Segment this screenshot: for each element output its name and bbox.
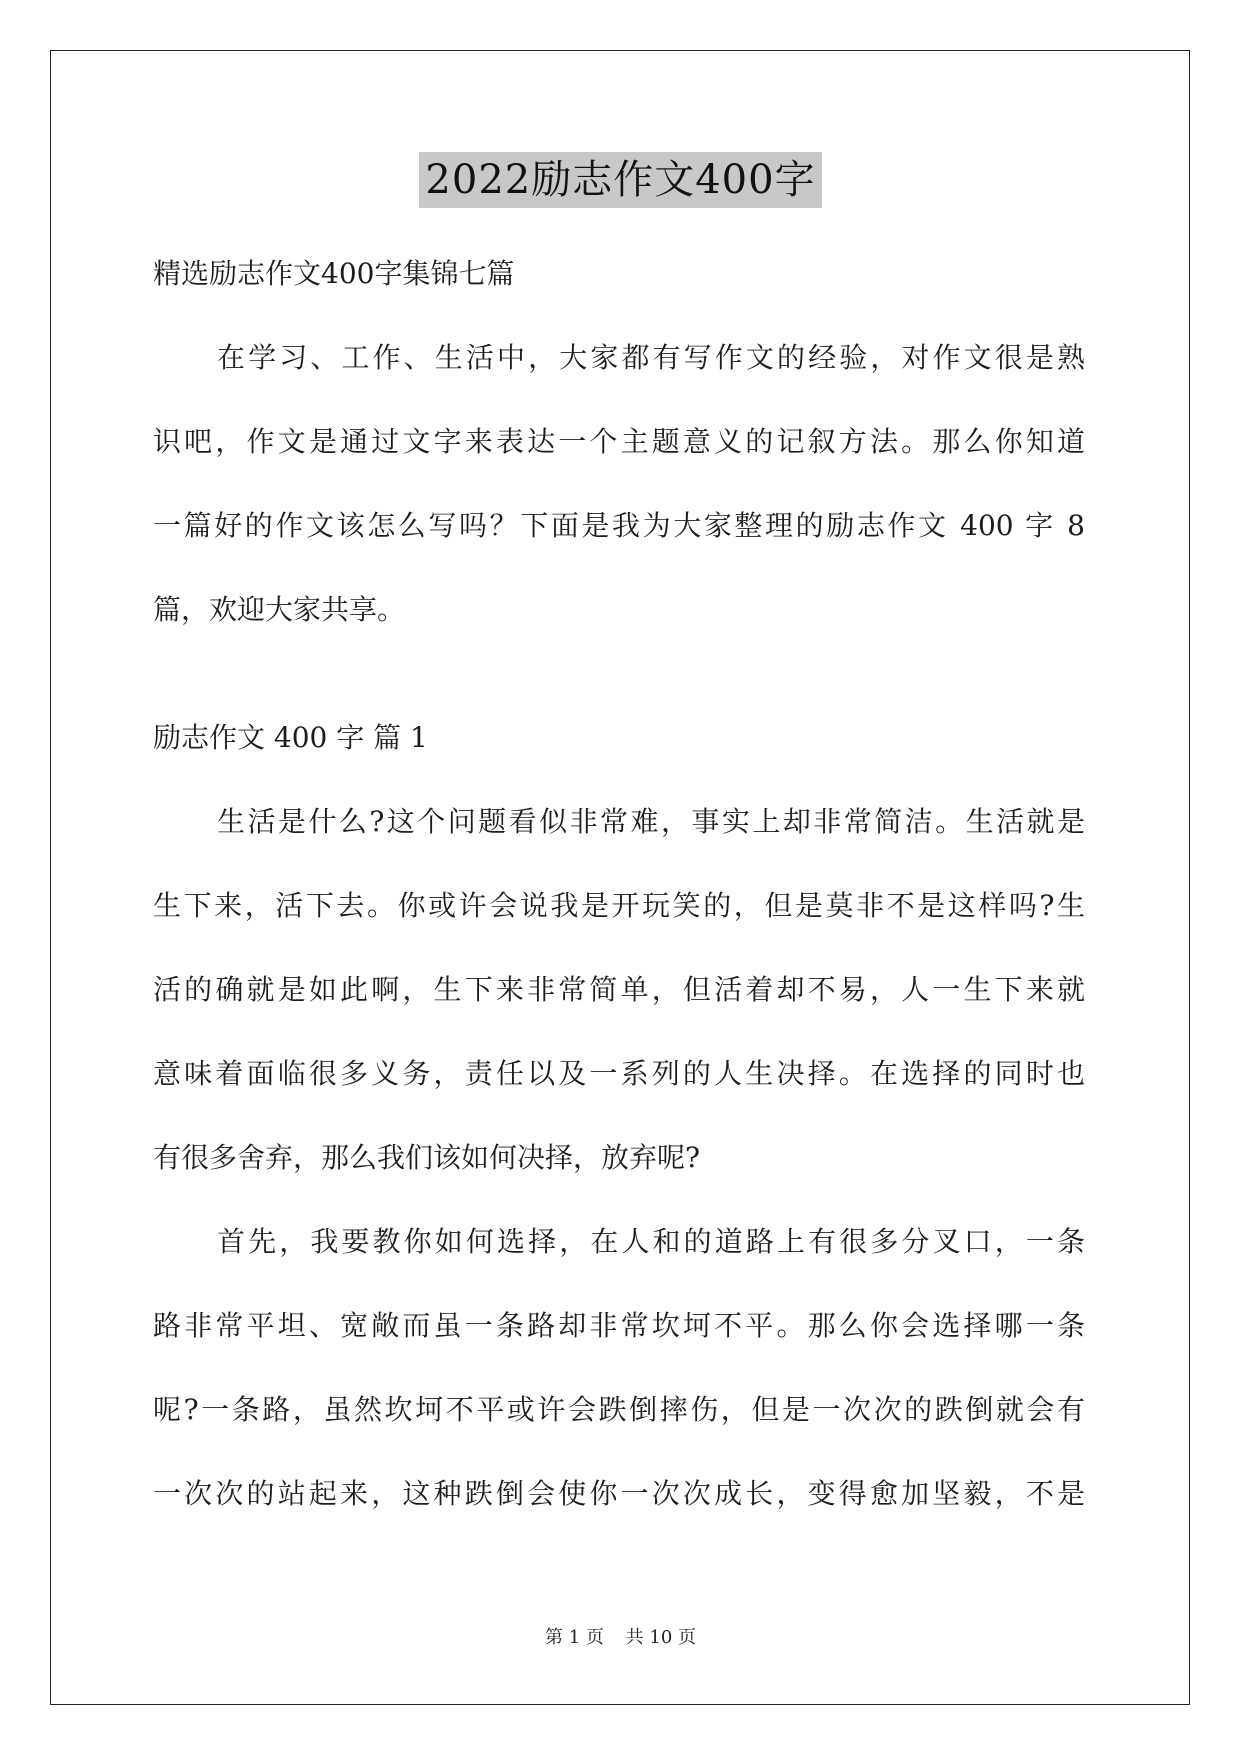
document-title: 2022励志作文400字 <box>419 152 821 208</box>
section-spacer <box>153 652 1085 696</box>
section-heading: 励志作文 400 字 篇 1 <box>153 721 428 754</box>
paragraph-line: 呢?一条路，虽然坎坷不平或许会跌倒摔伤，但是一次次的跌倒就会有 <box>153 1393 1085 1426</box>
intro-line: 识吧，作文是通过文字来表达一个主题意义的记叙方法。那么你知道 <box>153 425 1085 458</box>
paragraph-line: 生活是什么?这个问题看似非常难，事实上却非常简洁。生活就是 <box>217 805 1085 838</box>
paragraph-line: 活的确就是如此啊，生下来非常简单，但活着却不易，人一生下来就 <box>153 973 1085 1006</box>
paragraph-line: 生下来，活下去。你或许会说我是开玩笑的，但是莫非不是这样吗?生 <box>153 889 1085 922</box>
title-container <box>0 152 1241 208</box>
paragraph-line: 首先，我要教你如何选择，在人和的道路上有很多分叉口，一条 <box>217 1225 1085 1258</box>
page-total: 共 10 页 <box>625 1627 696 1648</box>
document-subtitle: 精选励志作文400字集锦七篇 <box>153 257 515 290</box>
paragraph-line: 意味着面临很多义务，责任以及一系列的人生决择。在选择的同时也 <box>153 1057 1085 1090</box>
page-number: 第 1 页 <box>545 1627 604 1648</box>
paragraph-line: 路非常平坦、宽敞而虽一条路却非常坎坷不平。那么你会选择哪一条 <box>153 1309 1085 1342</box>
intro-line: 在学习、工作、生活中，大家都有写作文的经验，对作文很是熟 <box>217 341 1085 374</box>
document-body <box>153 232 1085 1536</box>
paragraph-line: 有很多舍弃，那么我们该如何决择，放弃呢? <box>153 1141 701 1174</box>
paragraph-line: 一次次的站起来，这种跌倒会使你一次次成长，变得愈加坚毅，不是 <box>153 1477 1085 1510</box>
intro-line: 一篇好的作文该怎么写吗？下面是我为大家整理的励志作文 400 字 8 <box>153 509 1085 542</box>
intro-line: 篇，欢迎大家共享。 <box>153 593 406 626</box>
page-footer <box>0 1623 1241 1649</box>
